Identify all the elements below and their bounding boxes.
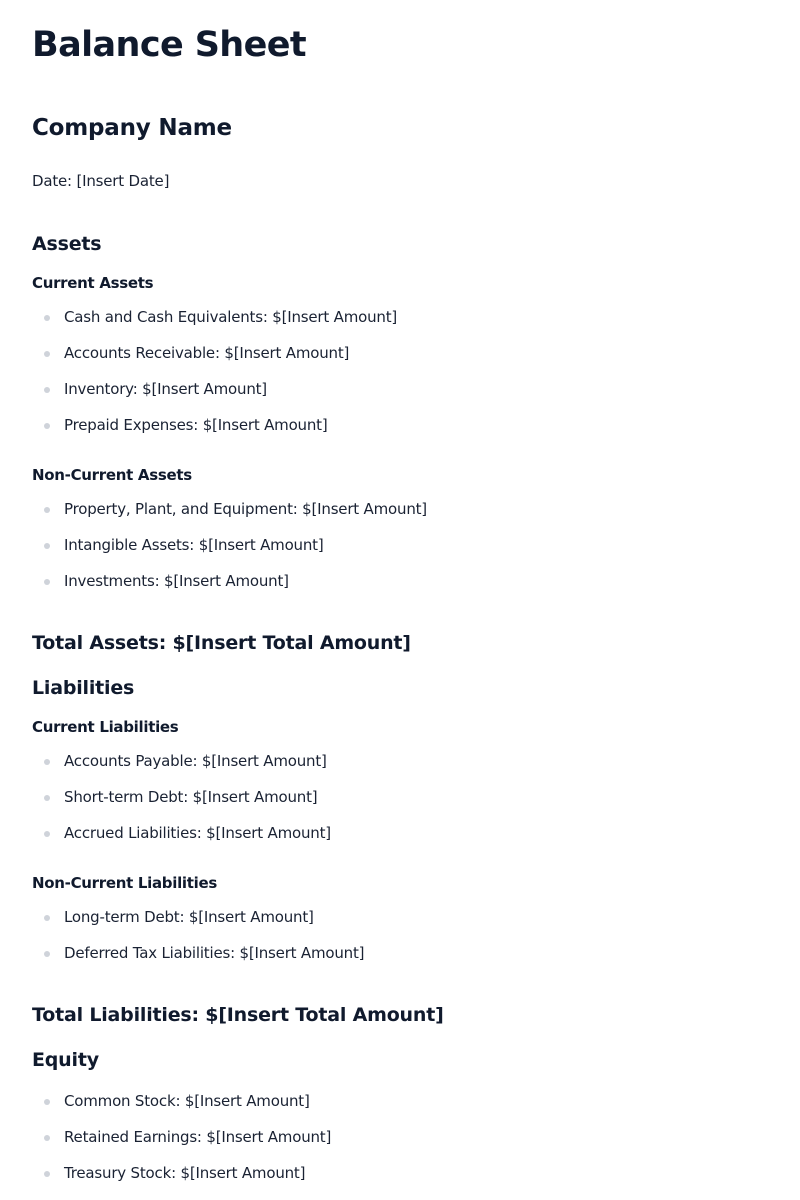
list-bullet <box>44 1135 50 1141</box>
list-item: Prepaid Expenses: $[Insert Amount] <box>64 416 328 434</box>
liabilities-heading: Liabilities <box>32 677 135 699</box>
list-bullet <box>44 951 50 957</box>
total-liabilities: Total Liabilities: $[Insert Total Amount] <box>32 1004 444 1026</box>
list-item: Retained Earnings: $[Insert Amount] <box>64 1128 332 1146</box>
list-bullet <box>44 579 50 585</box>
list-item: Long-term Debt: $[Insert Amount] <box>64 908 314 926</box>
list-item: Accounts Receivable: $[Insert Amount] <box>64 344 350 362</box>
list-item: Deferred Tax Liabilities: $[Insert Amount] <box>64 944 365 962</box>
company-name-heading: Company Name <box>32 115 232 141</box>
list-item: Inventory: $[Insert Amount] <box>64 380 267 398</box>
list-item: Accrued Liabilities: $[Insert Amount] <box>64 824 331 842</box>
list-item: Accounts Payable: $[Insert Amount] <box>64 752 327 770</box>
list-bullet <box>44 387 50 393</box>
list-item: Treasury Stock: $[Insert Amount] <box>64 1164 306 1182</box>
list-item: Cash and Cash Equivalents: $[Insert Amount] <box>64 308 398 326</box>
list-bullet <box>44 543 50 549</box>
list-bullet <box>44 1099 50 1105</box>
list-bullet <box>44 915 50 921</box>
list-bullet <box>44 351 50 357</box>
date-line: Date: [Insert Date] <box>32 172 170 190</box>
current-liabilities-heading: Current Liabilities <box>32 718 179 736</box>
assets-heading: Assets <box>32 233 102 255</box>
page-title: Balance Sheet <box>32 25 307 65</box>
list-item: Intangible Assets: $[Insert Amount] <box>64 536 324 554</box>
list-bullet <box>44 1171 50 1177</box>
list-item: Short-term Debt: $[Insert Amount] <box>64 788 318 806</box>
current-assets-heading: Current Assets <box>32 274 154 292</box>
non-current-assets-heading: Non-Current Assets <box>32 466 192 484</box>
non-current-liabilities-heading: Non-Current Liabilities <box>32 874 217 892</box>
equity-heading: Equity <box>32 1049 99 1071</box>
list-bullet <box>44 831 50 837</box>
list-bullet <box>44 507 50 513</box>
list-bullet <box>44 795 50 801</box>
list-item: Property, Plant, and Equipment: $[Insert Amount] <box>64 500 427 518</box>
list-bullet <box>44 315 50 321</box>
list-item: Common Stock: $[Insert Amount] <box>64 1092 310 1110</box>
list-bullet <box>44 423 50 429</box>
total-assets: Total Assets: $[Insert Total Amount] <box>32 632 411 654</box>
list-bullet <box>44 759 50 765</box>
list-item: Investments: $[Insert Amount] <box>64 572 289 590</box>
